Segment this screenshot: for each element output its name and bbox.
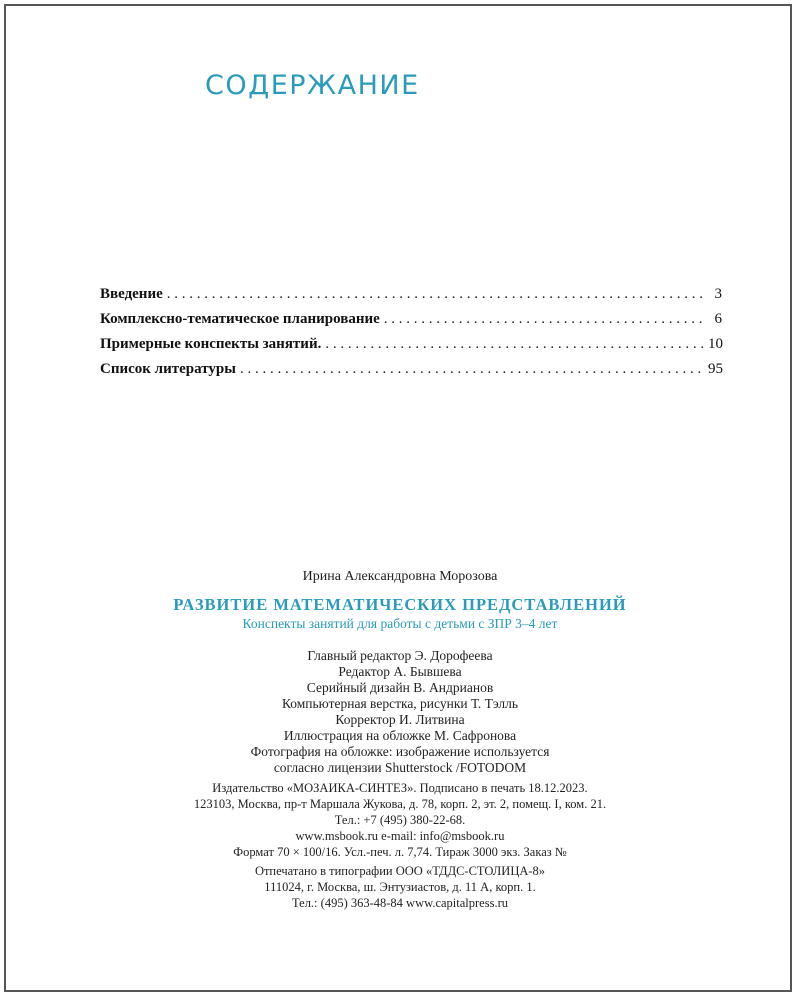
credit-line: Главный редактор Э. Дорофеева [307, 648, 493, 663]
credit-line: Корректор И. Литвина [335, 712, 465, 727]
publisher-line: Издательство «МОЗАИКА-СИНТЕЗ». Подписано в печать 18.12.2023. [212, 781, 588, 795]
publisher-line: www.msbook.ru e-mail: info@msbook.ru [295, 829, 505, 843]
toc-entry-title: Комплексно-тематическое планирование [100, 311, 380, 327]
toc-entry-page: 6 [714, 311, 722, 327]
author-name: Ирина Александровна Морозова [302, 569, 498, 584]
credit-line: Редактор А. Бывшева [338, 664, 462, 679]
table-of-contents [100, 286, 722, 386]
credit-line: Серийный дизайн В. Андрианов [306, 680, 494, 695]
toc-dot-leader [167, 286, 704, 303]
toc-entry[interactable] [100, 336, 722, 361]
publisher-line: Тел.: +7 (495) 380-22-68. [334, 813, 466, 827]
toc-entry-page: 10 [708, 336, 723, 352]
toc-heading: СОДЕРЖАНИЕ [205, 70, 420, 101]
toc-dot-leader [240, 361, 704, 378]
publisher-block [0, 780, 800, 860]
credit-line: Иллюстрация на обложке М. Сафронова [283, 728, 517, 743]
toc-entry[interactable] [100, 311, 722, 336]
credit-line: Фотография на обложке: изображение используется [250, 744, 550, 759]
publisher-line: 123103, Москва, пр-т Маршала Жукова, д. 78, корп. 2, эт. 2, помещ. I, ком. 21. [193, 797, 607, 811]
printer-line: Отпечатано в типографии ООО «ТДДС-СТОЛИЦА-8» [254, 864, 546, 878]
toc-entry-title: Список литературы [100, 361, 236, 377]
toc-entry-page: 95 [708, 361, 723, 377]
toc-entry-page: 3 [714, 286, 722, 302]
book-subtitle: Конспекты занятий для работы с детьми с ЗПР 3–4 лет [242, 616, 558, 631]
toc-entry-title: Примерные конспекты занятий. [100, 336, 322, 352]
printer-block [0, 863, 800, 911]
toc-entry[interactable] [100, 286, 722, 311]
toc-dot-leader [325, 336, 704, 353]
printer-line: 111024, г. Москва, ш. Энтузиастов, д. 11 А, корп. 1. [264, 880, 536, 894]
credit-line: согласно лицензии Shutterstock /FOTODOM [273, 760, 527, 775]
credit-line: Компьютерная верстка, рисунки Т. Тэлль [281, 696, 519, 711]
toc-dot-leader [384, 311, 704, 328]
printer-line: Тел.: (495) 363-48-84 www.capitalpress.ru [291, 896, 508, 910]
credits-block [0, 648, 800, 776]
book-title: РАЗВИТИЕ МАТЕМАТИЧЕСКИХ ПРЕДСТАВЛЕНИЙ [173, 595, 627, 614]
toc-entry[interactable] [100, 361, 722, 386]
publisher-line: Формат 70 × 100/16. Усл.-печ. л. 7,74. Тираж 3000 экз. Заказ № [233, 845, 567, 859]
toc-entry-title: Введение [100, 286, 163, 302]
